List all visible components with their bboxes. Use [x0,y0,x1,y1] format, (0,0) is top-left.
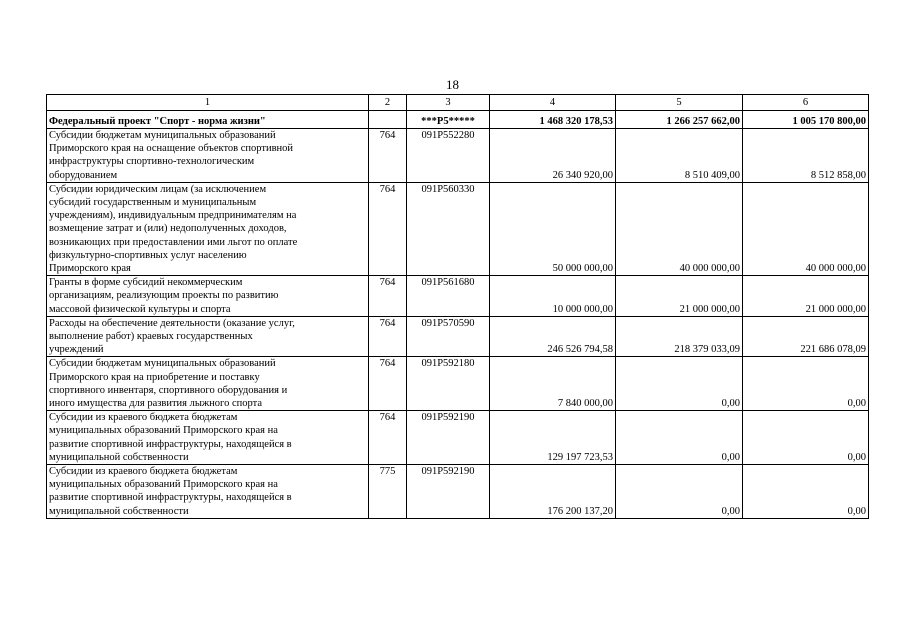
row-amount-2022: 0,00 [616,465,743,519]
row-name-line: субсидий государственным и муниципальным [49,197,257,209]
project-amount-2023: 1 005 170 800,00 [743,111,869,129]
row-name-line: Субсидии бюджетам муниципальных образований [49,130,276,141]
row-name-line: муниципальных образований Приморского края на [49,425,278,437]
row-name-line: организациям, реализующим проекты по развитию [49,290,279,302]
column-number-row [47,95,869,111]
row-amount-2021: 246 526 794,58 [490,316,616,357]
row-name-line: иного имущества для развития лыжного спорта [49,398,262,410]
project-code: ***P5***** [407,111,490,129]
row-code: 091P570590 [407,316,490,357]
project-grbs [369,111,407,129]
page-number: 18 [446,77,459,92]
row-name [47,129,369,183]
table-row [47,357,869,411]
row-name-line: инфраструктуры спортивно-технологическим [49,156,255,168]
row-code: 091P592190 [407,465,490,519]
budget-table [46,94,869,519]
row-name-line: учреждений [49,344,104,356]
table-row [47,182,869,275]
row-name-line: Субсидии из краевого бюджета бюджетам [49,466,238,478]
project-row [47,111,869,129]
row-name-line: Приморского края на оснащение объектов спортивной [49,143,294,155]
row-amount-2023: 0,00 [743,411,869,465]
row-amount-2022: 8 510 409,00 [616,129,743,183]
row-name [47,316,369,357]
row-name-line: учреждениям), индивидуальным предпринимателям на [49,210,297,222]
row-name [47,357,369,411]
row-amount-2021: 26 340 920,00 [490,129,616,183]
row-name-line: массовой физической культуры и спорта [49,303,231,315]
row-grbs: 764 [369,276,407,317]
row-grbs: 775 [369,465,407,519]
row-grbs: 764 [369,316,407,357]
row-amount-2021: 10 000 000,00 [490,276,616,317]
table-row [47,465,869,519]
row-code: 091P552280 [407,129,490,183]
row-grbs: 764 [369,182,407,275]
row-name-line: Субсидии из краевого бюджета бюджетам [49,412,238,424]
row-name-line: муниципальной собственности [49,505,189,517]
table-row [47,276,869,317]
row-amount-2023: 221 686 078,09 [743,316,869,357]
column-header-3: 3 [407,95,490,111]
row-name-line: возникающих при предоставлении ими льгот по оплате [49,236,298,248]
row-amount-2023: 40 000 000,00 [743,182,869,275]
row-amount-2022: 0,00 [616,411,743,465]
project-amount-2021: 1 468 320 178,53 [490,111,616,129]
row-name-line: оборудованием [49,169,118,181]
row-amount-2023: 21 000 000,00 [743,276,869,317]
row-name-line: Гранты в форме субсидий некоммерческим [49,277,243,289]
row-grbs: 764 [369,357,407,411]
row-amount-2023: 8 512 858,00 [743,129,869,183]
row-name [47,411,369,465]
row-name-line: возмещение затрат и (или) недополученных доходов, [49,223,287,235]
column-header-2: 2 [369,95,407,111]
row-name [47,182,369,275]
row-code: 091P592180 [407,357,490,411]
column-header-4: 4 [490,95,616,111]
row-name-line: спортивного инвентаря, спортивного оборудования и [49,384,288,396]
row-name-line: развитие спортивной инфраструктуры, находящейся в [49,438,292,450]
project-name: Федеральный проект "Спорт - норма жизни" [47,111,369,129]
row-name-line: муниципальных образований Приморского края на [49,479,278,491]
row-amount-2021: 176 200 137,20 [490,465,616,519]
row-amount-2021: 129 197 723,53 [490,411,616,465]
row-name-line: Приморского края на приобретение и поставку [49,371,260,383]
row-name-line: Субсидии юридическим лицам (за исключением [49,183,267,195]
row-amount-2022: 21 000 000,00 [616,276,743,317]
row-code: 091P560330 [407,182,490,275]
column-header-1: 1 [47,95,369,111]
column-header-6: 6 [743,95,869,111]
row-name-line: Приморского края [49,263,131,275]
row-grbs: 764 [369,411,407,465]
row-name-line: выполнение работ) краевых государственных [49,331,253,343]
row-name-line: физкультурно-спортивных услуг населению [49,249,247,261]
row-name [47,465,369,519]
table-row [47,129,869,183]
row-code: 091P592190 [407,411,490,465]
row-grbs: 764 [369,129,407,183]
table-row [47,411,869,465]
column-header-5: 5 [616,95,743,111]
row-name-line: муниципальной собственности [49,451,189,463]
row-amount-2022: 0,00 [616,357,743,411]
project-amount-2022: 1 266 257 662,00 [616,111,743,129]
row-amount-2022: 40 000 000,00 [616,182,743,275]
row-name-line: развитие спортивной инфраструктуры, находящейся в [49,492,292,504]
row-amount-2022: 218 379 033,09 [616,316,743,357]
row-name-line: Субсидии бюджетам муниципальных образований [49,358,276,370]
row-amount-2021: 7 840 000,00 [490,357,616,411]
table-row [47,316,869,357]
row-amount-2023: 0,00 [743,357,869,411]
row-code: 091P561680 [407,276,490,317]
row-amount-2023: 0,00 [743,465,869,519]
row-amount-2021: 50 000 000,00 [490,182,616,275]
row-name-line: Расходы на обеспечение деятельности (оказание услуг, [49,317,295,329]
row-name [47,276,369,317]
